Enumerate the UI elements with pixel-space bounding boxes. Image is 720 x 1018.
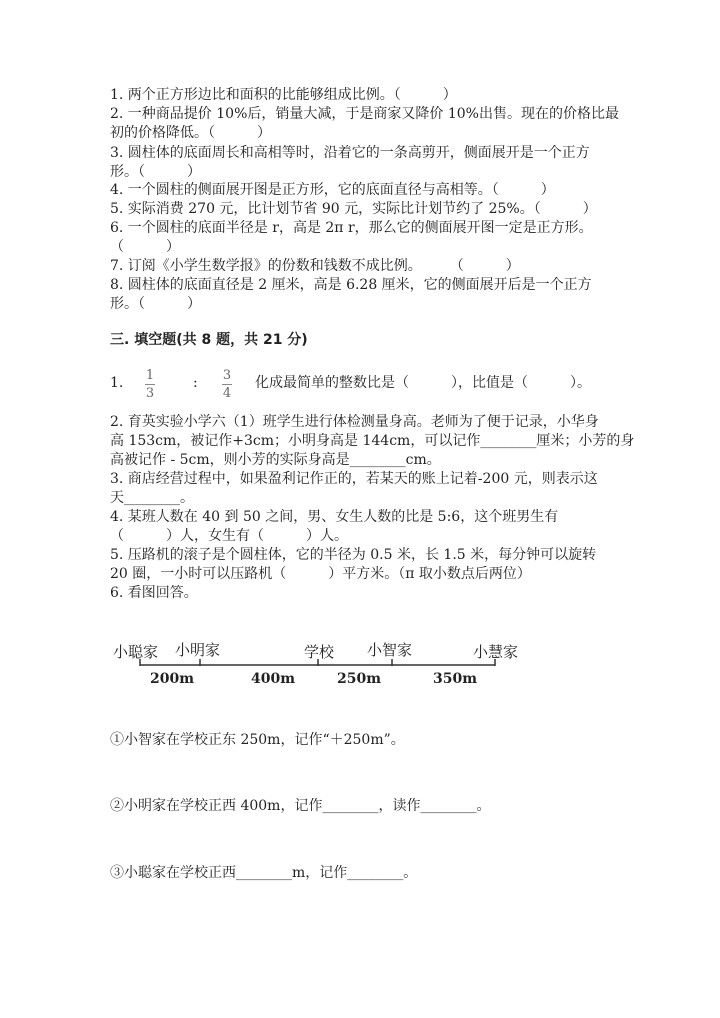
judgment-line: 6. 一个圆柱的底面半径是 r，高是 2π r，那么它的侧面展开图一定是正方形。 — [110, 220, 593, 236]
question-text: 化成最简单的整数比是（ ），比值是（ ）。 — [255, 375, 591, 391]
distance-label: 250m — [337, 671, 382, 687]
judgment-line: 3. 圆柱体的底面周长和高相等时，沿着它的一条高剪开，侧面展开是一个正方 — [110, 145, 590, 161]
place-label: 小明家 — [175, 641, 221, 659]
denominator: 3 — [145, 386, 155, 401]
numerator: 1 — [145, 368, 155, 383]
fill-line: 天________。 — [110, 490, 194, 506]
numerator: 3 — [222, 368, 232, 383]
place-label: 小聪家 — [113, 643, 159, 661]
distance-label: 350m — [433, 671, 478, 687]
subquestion: ②小明家在学校正西 400m，记作________，读作________。 — [110, 798, 491, 814]
fill-line: 4. 某班人数在 40 到 50 之间，男、女生人数的比是 5:6，这个班男生有 — [110, 509, 559, 525]
judgment-line: 4. 一个圆柱的侧面展开图是正方形，它的底面直径与高相等。（ ） — [110, 182, 555, 198]
judgment-line: 5. 实际消费 270 元，比计划节省 90 元，实际比计划节约了 25%。（ ） — [110, 201, 597, 217]
judgment-line: 初的价格降低。（ ） — [110, 125, 271, 141]
judgment-line: 形。（ ） — [110, 296, 201, 312]
fill-line: 6. 看图回答。 — [110, 585, 198, 601]
distance-label: 400m — [251, 671, 296, 687]
place-label: 小智家 — [367, 641, 413, 659]
fill-line: 20 圈，一小时可以压路机（ ）平方米。（π 取小数点后两位） — [110, 566, 531, 582]
judgment-line: 2. 一种商品提价 10%后，销量大减，于是商家又降价 10%出售。现在的价格比最 — [110, 106, 619, 122]
subquestion: ①小智家在学校正东 250m，记作“＋250m”。 — [110, 732, 405, 748]
denominator: 4 — [222, 386, 232, 401]
fill-line: 2. 育英实验小学六（1）班学生进行体检测量身高。老师为了便于记录，小华身 — [110, 414, 599, 430]
place-label: 学校 — [304, 643, 335, 661]
fill-line: 高 153cm，被记作+3cm；小明身高是 144cm，可以记作________厘米；小芳的身 — [110, 433, 635, 449]
judgment-line: 1. 两个正方形边比和面积的比能够组成比例。（ ） — [110, 87, 457, 103]
fill-line: （ ）人，女生有（ ）人。 — [110, 528, 348, 544]
judgment-line: 形。（ ） — [110, 164, 201, 180]
judgment-line: 7. 订阅《小学生数学报》的份数和钱数不成比例。 （ ） — [110, 258, 520, 274]
colon: : — [193, 375, 198, 391]
judgment-line: 8. 圆柱体的底面直径是 2 厘米，高是 6.28 厘米，它的侧面展开后是一个正方 — [110, 277, 592, 293]
subquestion: ③小聪家在学校正西________m，记作________。 — [110, 865, 418, 881]
place-label: 小慧家 — [473, 643, 519, 661]
fill-line: 3. 商店经营过程中，如果盈利记作正的，若某天的账上记着-200 元，则表示这 — [110, 471, 598, 487]
section-title: 三. 填空题(共 8 题，共 21 分) — [110, 332, 308, 348]
distance-label: 200m — [150, 671, 195, 687]
fill-line: 5. 压路机的滚子是个圆柱体，它的半径为 0.5 米，长 1.5 米，每分钟可以旋转 — [110, 547, 597, 563]
fill-line: 高被记作 - 5cm，则小芳的实际身高是________cm。 — [110, 452, 441, 468]
question-number: 1. — [110, 375, 124, 391]
judgment-line: （ ） — [110, 239, 180, 255]
